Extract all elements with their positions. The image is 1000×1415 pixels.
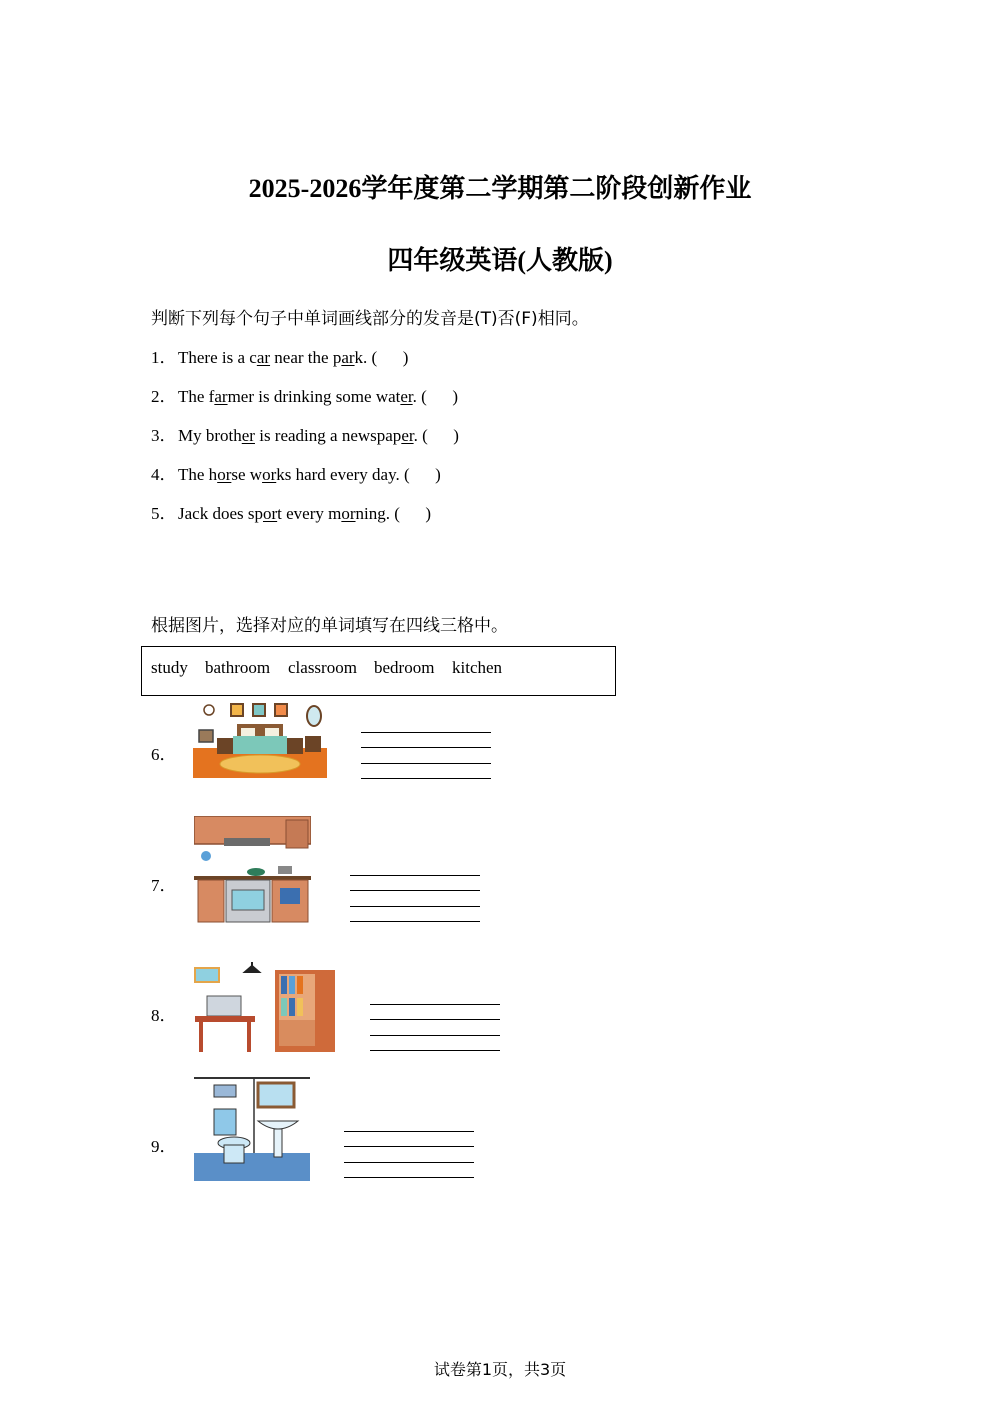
word-bank-item: classroom [288, 658, 357, 677]
question-text: . ( ) [412, 387, 458, 406]
word-bank-box [141, 646, 616, 696]
underlined-letters: or [341, 504, 356, 523]
question-number: 5． [151, 504, 177, 523]
word-bank-item: bathroom [205, 658, 271, 677]
question-2 [151, 382, 458, 407]
word-bank-item: bedroom [374, 658, 435, 677]
underlined-letters: ar [214, 387, 228, 406]
question-text: ks hard every day. ( ) [276, 465, 441, 484]
question-text: t every m [277, 504, 342, 523]
page-footer: 试卷第1页，共3页 [433, 1360, 567, 1379]
question-text: mer is drinking some wat [227, 387, 401, 406]
item-number: 6． [151, 745, 177, 764]
underlined-letters: ar [256, 348, 271, 367]
study-picture [193, 962, 335, 1054]
kitchen-picture [194, 816, 311, 924]
question-text: se w [231, 465, 263, 484]
question-text: The h [178, 465, 218, 484]
question-text: Jack does sp [178, 504, 263, 523]
question-number: 1． [151, 348, 177, 367]
word-bank-item: study [151, 658, 188, 677]
underlined-letters: or [217, 465, 232, 484]
question-3 [151, 421, 459, 446]
question-text: The f [178, 387, 215, 406]
question-number: 4． [151, 465, 177, 484]
question-number: 3． [151, 426, 177, 445]
underlined-letters: er [241, 426, 255, 445]
question-1 [151, 343, 408, 368]
question-text: My broth [178, 426, 242, 445]
underlined-letters: er [400, 387, 413, 406]
item-number: 9． [151, 1137, 177, 1156]
page-subtitle: 四年级英语(人教版) [387, 246, 613, 275]
question-text: There is a c [178, 348, 257, 367]
underlined-letters: er [401, 426, 414, 445]
item-number: 7． [151, 876, 177, 895]
question-text: . ( ) [413, 426, 459, 445]
question-text: is reading a newspap [254, 426, 402, 445]
question-4 [151, 460, 441, 485]
question-text: ning. ( ) [355, 504, 432, 523]
question-number: 2． [151, 387, 177, 406]
underlined-letters: or [262, 504, 278, 523]
underlined-letters: or [262, 465, 277, 484]
question-text: near the p [270, 348, 342, 367]
underlined-letters: ar [341, 348, 355, 367]
bedroom-picture [193, 700, 327, 778]
item-number: 8． [151, 1006, 177, 1025]
page-title: 2025-2026学年度第二学期第二阶段创新作业 [248, 174, 752, 203]
question-text: k. ( ) [354, 348, 409, 367]
section2-instruction: 根据图片，选择对应的单词填写在四线三格中。 [151, 616, 508, 636]
section1-instruction: 判断下列每个句子中单词画线部分的发音是(T)否(F)相同。 [151, 309, 589, 329]
bathroom-picture [194, 1077, 310, 1181]
word-bank-item: kitchen [452, 658, 503, 677]
question-5 [151, 499, 431, 524]
